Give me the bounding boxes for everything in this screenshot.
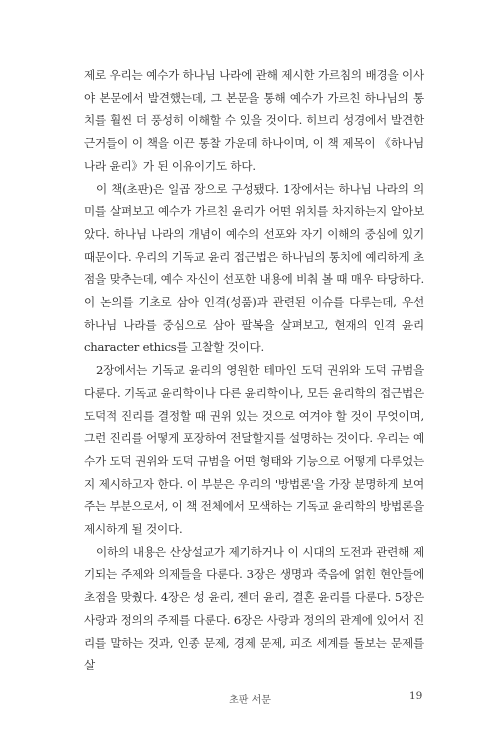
body-text	[84, 64, 424, 677]
paragraph-2: 이 책(초판)은 일곱 장으로 구성됐다. 1장에서는 하나님 나라의 의미를 살펴보고 예수가 가르친 윤리가 어떤 위치를 차지하는지 알아보았다. 하나님 나라의 개념이 예수의 선포와 자기 이해의 중심에 있기 때문이다. 우리의 기독교 윤리 접근법은 하나님의 통치에 예리하게 초점을 맞추는데, 예수 자신이 선포한 내용에 비춰 볼 때 매우 타당하다. 이 논의를 기초로 삼아 인격(성품)과 관련된 이슈를 다루는데, 우선 하나님 나라를 중심으로 삼아 팔복을 살펴보고, 현재의 인격 윤리character ethics를 고찰할 것이다.	[84, 181, 424, 355]
running-footer-title: 초판 서문	[229, 695, 271, 706]
paragraph-4: 이하의 내용은 산상설교가 제기하거나 이 시대의 도전과 관련해 제기되는 주제와 의제들을 다룬다. 3장은 생명과 죽음에 얽힌 현안들에 초점을 맞췄다. 4장은 성 윤리, 젠더 윤리, 결혼 윤리를 다룬다. 5장은 사랑과 정의의 주제를 다룬다. 6장은 사랑과 정의의 관계에 있어서 진리를 말하는 것과, 인종 문제, 경제 문제, 피조 세계를 돌보는 문제를 살	[84, 544, 424, 673]
paragraph-3: 2장에서는 기독교 윤리의 영원한 테마인 도덕 권위와 도덕 규범을 다룬다. 기독교 윤리학이나 다른 윤리학이나, 모든 윤리학의 접근법은 도덕적 진리를 결정할 때 권위 있는 것으로 여겨야 할 것이 무엇이며, 그런 진리를 어떻게 포장하여 전달할지를 설명하는 것이다. 우리는 예수가 도덕 권위와 도덕 규범을 어떤 형태와 기능으로 어떻게 다루었는지 제시하고자 한다. 이 부분은 우리의 '방법론'을 가장 분명하게 보여 주는 부분으로서, 이 책 전체에서 모색하는 기독교 윤리학의 방법론을 제시하게 될 것이다.	[84, 363, 424, 537]
page-number: 19	[409, 690, 423, 702]
paragraph-1: 제로 우리는 예수가 하나님 나라에 관해 제시한 가르침의 배경을 이사야 본문에서 발견했는데, 그 본문을 통해 예수가 가르친 하나님의 통치를 훨씬 더 풍성히 이해할 수 있을 것이다. 히브리 성경에서 발견한 근거들이 이 책을 이끈 통찰 가운데 하나이며, 이 책 제목이 《하나님 나라 윤리》가 된 이유이기도 하다.	[84, 68, 424, 173]
